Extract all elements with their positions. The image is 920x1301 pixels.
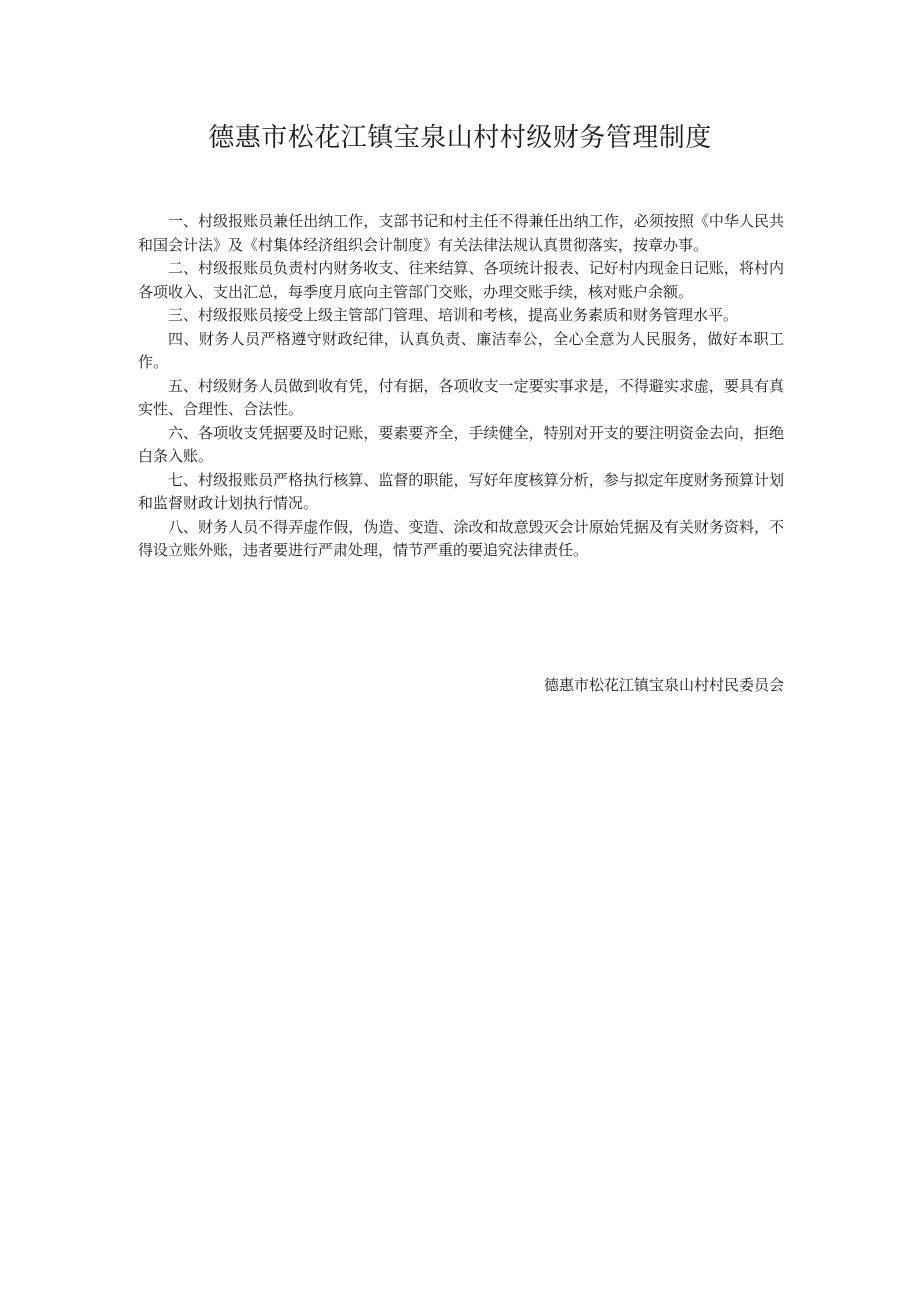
clause-5: 五、村级财务人员做到收有凭，付有据，各项收支一定要实事求是，不得避实求虚，要具有真实性、合理性、合法性。 xyxy=(138,376,784,418)
clause-3: 三、村级报账员接受上级主管部门管理、培训和考核，提高业务素质和财务管理水平。 xyxy=(168,306,739,324)
document-body xyxy=(138,210,784,563)
clause-1: 一、村级报账员兼任出纳工作，支部书记和村主任不得兼任出纳工作，必须按照《中华人民共和国会计法》及《村集体经济组织会计制度》有关法律法规认真贯彻落实，按章办事。 xyxy=(138,212,784,254)
clause-8: 八、财务人员不得弄虚作假，伪造、变造、涂改和故意毁灭会计原始凭据及有关财务资料，不得设立账外账，违者要进行严肃处理，情节严重的要追究法律责任。 xyxy=(138,517,784,559)
clause-2: 二、村级报账员负责村内财务收支、往来结算、各项统计报表、记好村内现金日记账，将村内各项收入、支出汇总，每季度月底向主管部门交账，办理交账手续，核对账户余额。 xyxy=(138,259,784,301)
issuer-signature: 德惠市松花江镇宝泉山村村民委员会 xyxy=(543,676,784,694)
document-title: 德惠市松花江镇宝泉山村村级财务管理制度 xyxy=(208,123,712,153)
clause-6: 六、各项收支凭据要及时记账，要素要齐全，手续健全，特别对开支的要注明资金去向，拒绝白条入账。 xyxy=(138,423,784,465)
clause-7: 七、村级报账员严格执行核算、监督的职能，写好年度核算分析，参与拟定年度财务预算计划和监督财政计划执行情况。 xyxy=(138,470,784,512)
clause-4: 四、财务人员严格遵守财政纪律，认真负责、廉洁奉公，全心全意为人民服务，做好本职工作。 xyxy=(138,329,784,371)
